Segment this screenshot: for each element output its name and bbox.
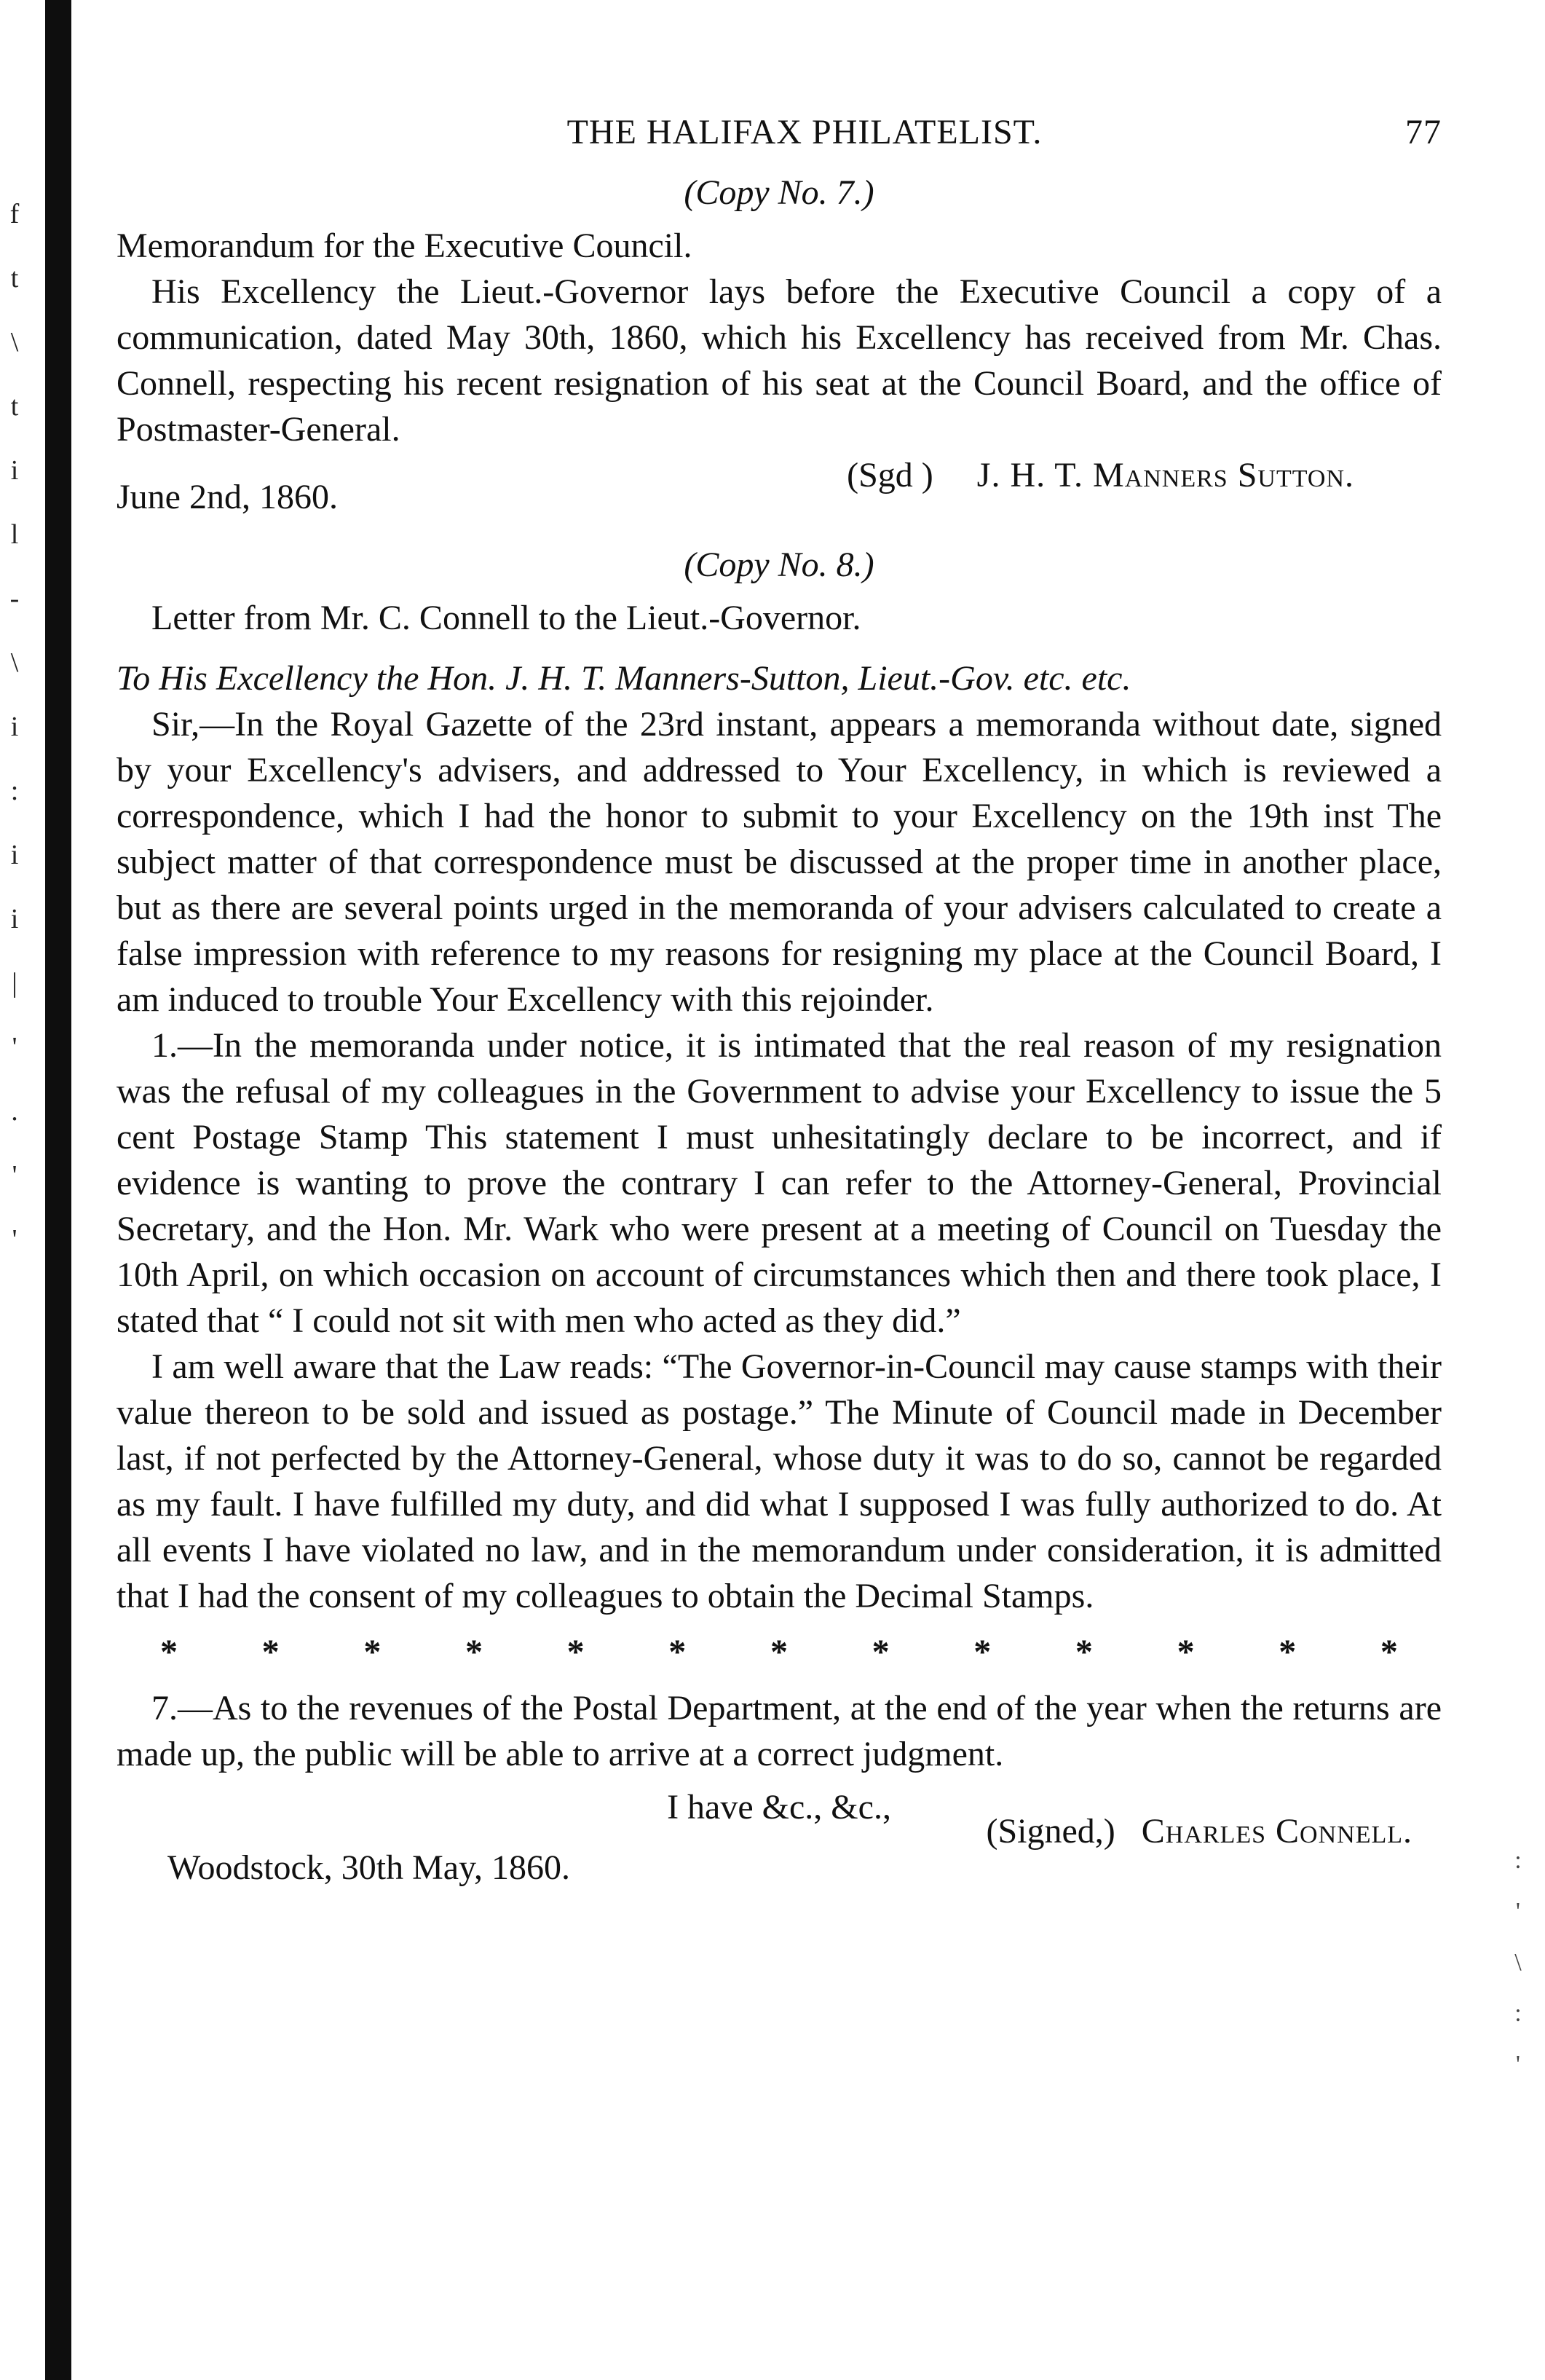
margin-mark: i <box>10 904 19 934</box>
margin-mark: \ <box>10 647 19 678</box>
scan-edge-bar <box>45 0 71 2380</box>
margin-mark: ' <box>1515 1898 1521 1925</box>
letter-signed-prefix: (Signed,) <box>986 1812 1115 1851</box>
page-body <box>116 109 1442 1891</box>
copy7-heading: Memorandum for the Executive Council. <box>116 226 692 265</box>
margin-mark: : <box>10 776 19 806</box>
asterisk: * <box>668 1633 687 1671</box>
letter-signature-block <box>116 1812 1442 1891</box>
margin-mark: i <box>10 840 19 870</box>
copy7-label: (Copy No. 7.) <box>684 173 874 212</box>
margin-mark: ' <box>12 1160 17 1191</box>
letter-closing: I have &c., &c., <box>667 1788 891 1827</box>
letter-place-date: Woodstock, 30th May, 1860. <box>167 1848 570 1887</box>
margin-mark: t <box>10 391 19 422</box>
journal-title: THE HALIFAX PHILATELIST. <box>566 113 1043 151</box>
copy8-address: To His Excellency the Hon. J. H. T. Manners-Sutton, Lieut.-Gov. etc. etc. <box>116 659 1131 698</box>
copy7-signer-name: J. H. T. Manners Sutton. <box>976 456 1354 494</box>
asterisk: * <box>1279 1633 1297 1671</box>
asterisk: * <box>465 1633 483 1671</box>
letter-signature <box>986 1808 1442 1854</box>
copy8-paragraph-3: I am well aware that the Law reads: “The Governor-in-Council may cause stamps with their value thereon to be sold and issued as postage.” The Minute of Council made in December last, if not perfected by the Attorney-General, whose duty it was to do so, cannot be regarded as my fault. I have fulfilled my duty, and did what I supposed I was fully authorized to do. At all events I have violated no law, and in the memorandum under consideration, it is admitted that I had the consent of my colleagues to obtain the Decimal Stamps. <box>116 1347 1442 1615</box>
margin-mark: : <box>1514 1847 1522 1874</box>
page-number: 77 <box>1405 113 1442 151</box>
margin-mark: f <box>9 199 20 229</box>
copy7-signed-prefix: (Sgd ) <box>847 456 933 494</box>
margin-mark: ' <box>12 1224 17 1255</box>
asterisk: * <box>1380 1633 1398 1671</box>
margin-mark: - <box>9 583 20 614</box>
margin-mark: ' <box>12 1032 17 1063</box>
copy7-signature-block <box>116 452 1442 516</box>
copy7-body: His Excellency the Lieut.-Governor lays before the Executive Council a copy of a communication, dated May 30th, 1860, which his Excellency has received from Mr. Chas. Connell, respecting his recent resignation of his seat at the Council Board, and the office of Postmaster-General. <box>116 272 1442 449</box>
asterisk: * <box>1075 1633 1093 1671</box>
right-margin-marks <box>1500 1835 1536 2090</box>
asterisk: * <box>160 1633 178 1671</box>
left-margin-marks <box>0 182 29 1272</box>
copy8-paragraph-4: 7.—As to the revenues of the Postal Department, at the end of the year when the returns are made up, the public will be able to arrive at a correct judgment. <box>116 1689 1442 1773</box>
asterisk: * <box>363 1633 382 1671</box>
asterisk: * <box>973 1633 992 1671</box>
copy8-label: (Copy No. 8.) <box>684 545 874 584</box>
copy8-heading: Letter from Mr. C. Connell to the Lieut.-Governor. <box>151 599 861 637</box>
copy8-paragraph-1: Sir,—In the Royal Gazette of the 23rd instant, appears a memoranda without date, signed by your Excellency's advisers, and addressed to Your Excellency, in which is reviewed a correspondence, which I had the honor to submit to your Excellency on the 19th inst The subject matter of that correspondence must be discussed at the proper time in another place, but as there are several points urged in the memoranda of your advisers calculated to create a false impression with reference to my reasons for resigning my place at the Council Board, I am induced to trouble Your Excellency with this rejoinder. <box>116 705 1442 1019</box>
letter-signer-name: Charles Connell. <box>1141 1812 1412 1851</box>
margin-mark: l <box>10 519 19 550</box>
copy8-paragraph-2: 1.—In the memoranda under notice, it is intimated that the real reason of my resignation was the refusal of my colleagues in the Government to advise your Excellency to issue the 5 cent Postage Stamp This statement I must unhesitatingly declare to be incorrect, and if evidence is wanting to prove the contrary I can refer to the Attorney-General, Provincial Secretary, and the Hon. Mr. Wark who were present at a meeting of Council on Tuesday the 10th April, on which occasion on account of circumstances which then and there took place, I stated that “ I could not sit with men who acted as they did.” <box>116 1026 1442 1340</box>
margin-mark: . <box>11 1096 18 1127</box>
asterisk: * <box>872 1633 890 1671</box>
margin-mark: | <box>12 968 17 998</box>
margin-mark: i <box>10 455 19 486</box>
margin-mark: \ <box>1514 1949 1522 1976</box>
section-break-asterisks <box>116 1619 1442 1685</box>
copy7-signature <box>847 452 1442 498</box>
margin-mark: \ <box>10 327 19 358</box>
asterisk: * <box>261 1633 280 1671</box>
asterisk: * <box>1177 1633 1195 1671</box>
margin-mark: : <box>1514 2000 1522 2027</box>
asterisk: * <box>770 1633 788 1671</box>
copy7-date: June 2nd, 1860. <box>116 478 338 516</box>
running-header <box>116 109 1442 155</box>
margin-mark: i <box>10 712 19 742</box>
margin-mark: ' <box>1515 2051 1521 2078</box>
asterisk: * <box>566 1633 585 1671</box>
margin-mark: t <box>10 263 19 293</box>
